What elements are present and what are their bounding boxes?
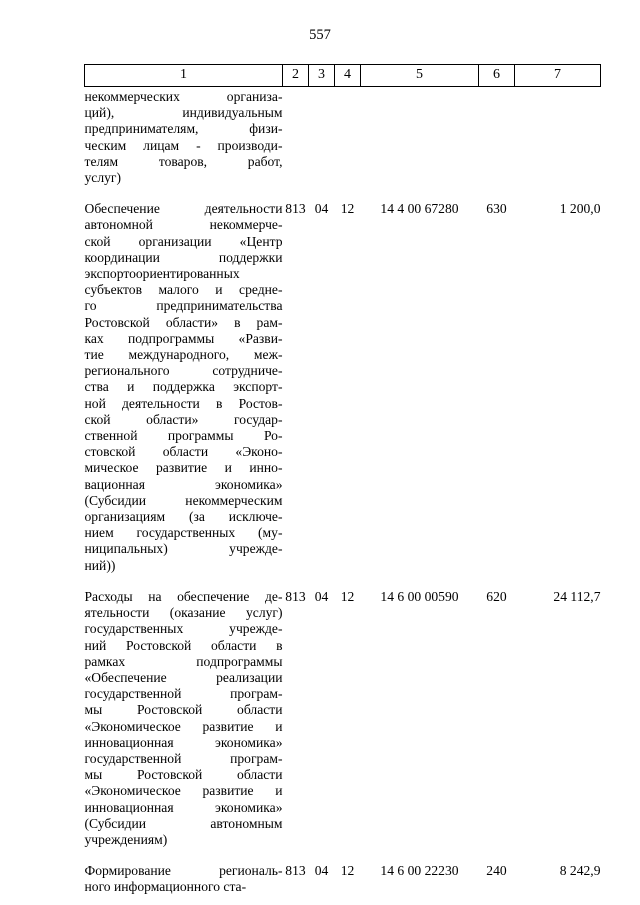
cell-amount: 24 112,7 <box>553 588 601 604</box>
cell-expense-type <box>479 87 515 187</box>
description-line: ках подпрограммы «Разви- <box>84 330 283 346</box>
cell-subsection: 12 <box>340 863 355 879</box>
table-row <box>85 848 601 895</box>
description-line: мическое развитие и инно- <box>84 460 283 476</box>
row-description <box>85 186 283 574</box>
description-line: инновационная экономика» <box>84 799 283 815</box>
description-line: телям товаров, работ, <box>84 153 283 169</box>
description-line: Ростовской области» в рам- <box>84 314 283 330</box>
description-line: ческим лицам - производи- <box>84 137 283 153</box>
description-line: тие международного, меж- <box>84 347 283 363</box>
description-line: Обеспечение деятельности <box>84 201 283 217</box>
description-line: ятельности (оказание услуг) <box>84 605 283 621</box>
page-number: 557 <box>309 27 331 43</box>
description-line: субъектов малого и средне- <box>84 282 283 298</box>
description-line: ства и поддержка экспорт- <box>84 379 283 395</box>
description-line: Формирование региональ- <box>84 863 283 879</box>
cell-ministry-code: 813 <box>285 588 306 604</box>
table-row <box>85 87 601 187</box>
header-col-7: 7 <box>515 65 601 87</box>
description-line: ской организации «Центр <box>84 233 283 249</box>
header-col-4: 4 <box>335 65 361 87</box>
description-line: мы Ростовской области <box>84 702 283 718</box>
description-line: государственной програм- <box>84 686 283 702</box>
description-line: рамках подпрограммы <box>84 653 283 669</box>
cell-subsection: 12 <box>340 588 355 604</box>
description-line: «Экономическое развитие и <box>84 718 283 734</box>
description-line: услуг) <box>84 170 122 186</box>
description-line: координации поддержки <box>84 249 283 265</box>
description-line: экспортоориентированных <box>84 266 240 282</box>
description-line: ций), индивидуальным <box>84 105 283 121</box>
cell-expense-type: 240 <box>486 863 507 879</box>
description-line: го предпринимательства <box>84 298 283 314</box>
description-line: инновационная экономика» <box>84 734 283 750</box>
table-row <box>85 574 601 848</box>
cell-section: 04 <box>314 863 329 879</box>
description-line: ной деятельности в Ростов- <box>84 395 283 411</box>
header-col-6: 6 <box>479 65 515 87</box>
table-header-row <box>85 65 601 87</box>
header-col-2: 2 <box>283 65 309 87</box>
row-description <box>85 848 283 895</box>
budget-table <box>84 64 601 896</box>
description-line: регионального сотрудниче- <box>84 363 283 379</box>
cell-expense-type: 620 <box>486 588 507 604</box>
description-line: ниципальных) учрежде- <box>84 541 283 557</box>
description-line: государственных учрежде- <box>84 621 283 637</box>
cell-amount: 8 242,9 <box>559 863 601 879</box>
description-line: ственной программы Ро- <box>84 428 283 444</box>
description-line: «Обеспечение реализации <box>84 669 283 685</box>
cell-target-article: 14 6 00 00590 <box>380 588 459 604</box>
description-line: государственной програм- <box>84 750 283 766</box>
cell-section: 04 <box>314 588 329 604</box>
cell-amount <box>515 87 601 187</box>
row-description <box>85 574 283 848</box>
row-description <box>85 87 283 187</box>
description-line: ний Ростовской области в <box>84 637 283 653</box>
description-line: (Субсидии некоммерческим <box>84 492 283 508</box>
header-col-1: 1 <box>85 65 283 87</box>
cell-section <box>309 87 335 187</box>
cell-ministry-code: 813 <box>285 863 306 879</box>
header-col-3: 3 <box>309 65 335 87</box>
description-line: ний)) <box>84 557 116 573</box>
description-line: вационная экономика» <box>84 476 283 492</box>
cell-subsection <box>335 87 361 187</box>
description-line: ного информационного ста- <box>84 879 247 895</box>
description-line: автономной некоммерче- <box>84 217 283 233</box>
description-line: (Субсидии автономным <box>84 815 283 831</box>
cell-expense-type: 630 <box>486 201 507 217</box>
table-row <box>85 186 601 574</box>
cell-ministry-code: 813 <box>285 201 306 217</box>
description-line: стовской области «Эконо- <box>84 444 283 460</box>
cell-amount: 1 200,0 <box>559 201 601 217</box>
cell-subsection: 12 <box>340 201 355 217</box>
description-line: некоммерческих организа- <box>84 89 283 104</box>
cell-section: 04 <box>314 201 329 217</box>
description-line: организациям (за исключе- <box>84 509 283 525</box>
description-line: ской области» государ- <box>84 411 283 427</box>
cell-target-article: 14 4 00 67280 <box>380 201 459 217</box>
header-col-5: 5 <box>361 65 479 87</box>
description-line: Расходы на обеспечение де- <box>84 588 283 604</box>
description-line: нием государственных (му- <box>84 525 283 541</box>
description-line: предпринимателям, физи- <box>84 121 283 137</box>
description-line: мы Ростовской области <box>84 767 283 783</box>
cell-target-article <box>361 87 479 187</box>
cell-target-article: 14 6 00 22230 <box>380 863 459 879</box>
cell-ministry-code <box>283 87 309 187</box>
description-line: учреждениям) <box>84 831 168 847</box>
description-line: «Экономическое развитие и <box>84 783 283 799</box>
